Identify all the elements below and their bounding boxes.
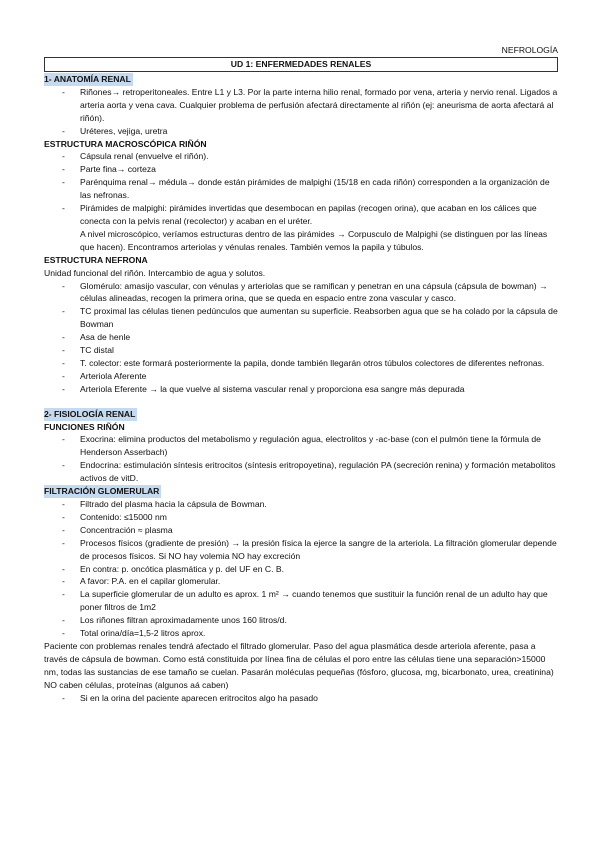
list-item: - Cápsula renal (envuelve el riñón). (62, 151, 209, 162)
list-item: - Asa de henle (62, 332, 131, 343)
list-item: - A favor: P.A. en el capilar glomerular. (62, 576, 221, 587)
subsection-heading-filtracion: FILTRACIÓN GLOMERULAR (44, 486, 160, 497)
section-1-heading: 1- ANATOMÍA RENAL (44, 74, 131, 84)
list-item: - Parte fina→ corteza (62, 164, 156, 175)
filtracion-list (44, 498, 558, 640)
list-item: - Endocrina: estimulación síntesis eritrocitos (síntesis eritropoyetina), regulación PA (secreción renina) y formación metabolitos activos de vitD. (62, 460, 556, 484)
list-item: - Concentración ≈ plasma (62, 524, 173, 535)
unit-title-box: UD 1: ENFERMEDADES RENALES (44, 57, 558, 72)
filtracion-paragraph: Paciente con problemas renales tendrá afectado el filtrado glomerular. Paso del agua plasmática desde arteriola aferente, pasa a través de cápsula de bowman. Como está constituida por línea fina de células el poro entre las células tiene una separación>15000 nm, todas las sustancias de ese tamaño se cuelan. Pasarán moléculas pequeñas (fósforo, glucosa, mg, bicarbonato, urea, creatinina) NO caben células, proteínas (algunos aá caben) (44, 640, 554, 690)
list-item: - Procesos físicos (gradiente de presión) → la presión física la ejerce la sangre de la arteriola. La filtración glomerular depende de procesos físicos. Si NO hay volemia NO hay excreción (62, 537, 557, 561)
list-item: - T. colector: este formará posteriormente la papila, donde también llegarán otros túbulos colectores de diferentes nefronas. (62, 357, 545, 368)
spacer (44, 396, 558, 408)
list-item: - La superficie glomerular de un adulto es aprox. 1 m² → cuando tenemos que sustituir la función renal de un adulto hay que poner filtros de 1m2 (62, 589, 548, 613)
list-continuation: A nivel microscópico, veríamos estructuras dentro de las pirámides → Corpusculo de Malpighi (se distinguen por las líneas que hacen). Encontramos arteriolas y vénulas renales. También vemos la papila y túbulos. (80, 228, 548, 252)
filtracion-final-list (44, 692, 558, 705)
list-item: - TC proximal las células tienen pedúnculos que aumentan su superficie. Reabsorben agua que se ha colado por la cápsula de Bowman (62, 306, 558, 330)
list-item: - Pirámides de malpighi: pirámides invertidas que desembocan en papilas (recogen orina), que acaban en los cálices que conecta con la pelvis renal (recolector) y acaban en el uréter. (62, 203, 537, 226)
list-item: - Riñones→ retroperitoneales. Entre L1 y L3. Por la parte interna hilio renal, formado por vena, arteria y nervio renal. Ligados a arteria aorta y vena cava. Cualquier problema de perfusión afectará directamente al riñón (ej: aneurisma de aorta afectará al riñón). (62, 86, 558, 123)
list-item: - En contra: p. oncótica plasmática y p. del UF en C. B. (62, 563, 284, 574)
list-item: - Total orina/día=1,5-2 litros aprox. (62, 628, 206, 639)
list-item: - Glomérulo: amasijo vascular, con vénulas y arteriolas que se ramifican y penetran en una cápsula (cápsula de bowman) → células alineadas, recogen la primera orina, que se queda en espacio entre zona vascular y casco. (62, 280, 548, 304)
section-1-list (44, 86, 558, 138)
funciones-list (44, 433, 558, 485)
subsection-heading-nefrona: ESTRUCTURA NEFRONA (44, 254, 148, 265)
list-item: - TC distal (62, 345, 114, 356)
section-2-heading: 2- FISIOLOGÍA RENAL (44, 408, 136, 419)
list-item: - Filtrado del plasma hacia la cápsula de Bowman. (62, 499, 267, 509)
list-item: - Arteriola Eferente → la que vuelve al sistema vascular renal y proporciona esa sangre más depurada (62, 383, 465, 394)
list-item: - Si en la orina del paciente aparecen eritrocitos algo ha pasado (62, 692, 318, 703)
list-item: - Arteriola Aferente (62, 370, 147, 381)
document-body (44, 73, 558, 705)
list-item: - Parénquima renal→ médula→ donde están pirámides de malpighi (15/18 en cada riñón) corresponden a la organización de las nefronas. (62, 177, 550, 201)
subsection-heading-macro: ESTRUCTURA MACROSCÓPICA RIÑÓN (44, 138, 207, 149)
list-item: - Exocrina: elimina productos del metabolismo y regulación agua, electrolitos y -ac-base (con el pulmón tiene la fórmula de Henderson Asserbach) (62, 434, 541, 458)
nefrona-list (44, 280, 558, 396)
macro-list (44, 150, 558, 253)
header-title: NEFROLOGÍA (501, 45, 558, 55)
nefrona-intro: Unidad funcional del riñón. Intercambio de agua y solutos. (44, 267, 266, 278)
list-item: - Los riñones filtran aproximadamente unos 160 litros/d. (62, 615, 287, 626)
list-item: - Uréteres, vejiga, uretra (62, 125, 168, 136)
subsection-heading-funciones: FUNCIONES RIÑÓN (44, 421, 125, 432)
list-item: - Contenido: ≤15000 nm (62, 511, 167, 522)
